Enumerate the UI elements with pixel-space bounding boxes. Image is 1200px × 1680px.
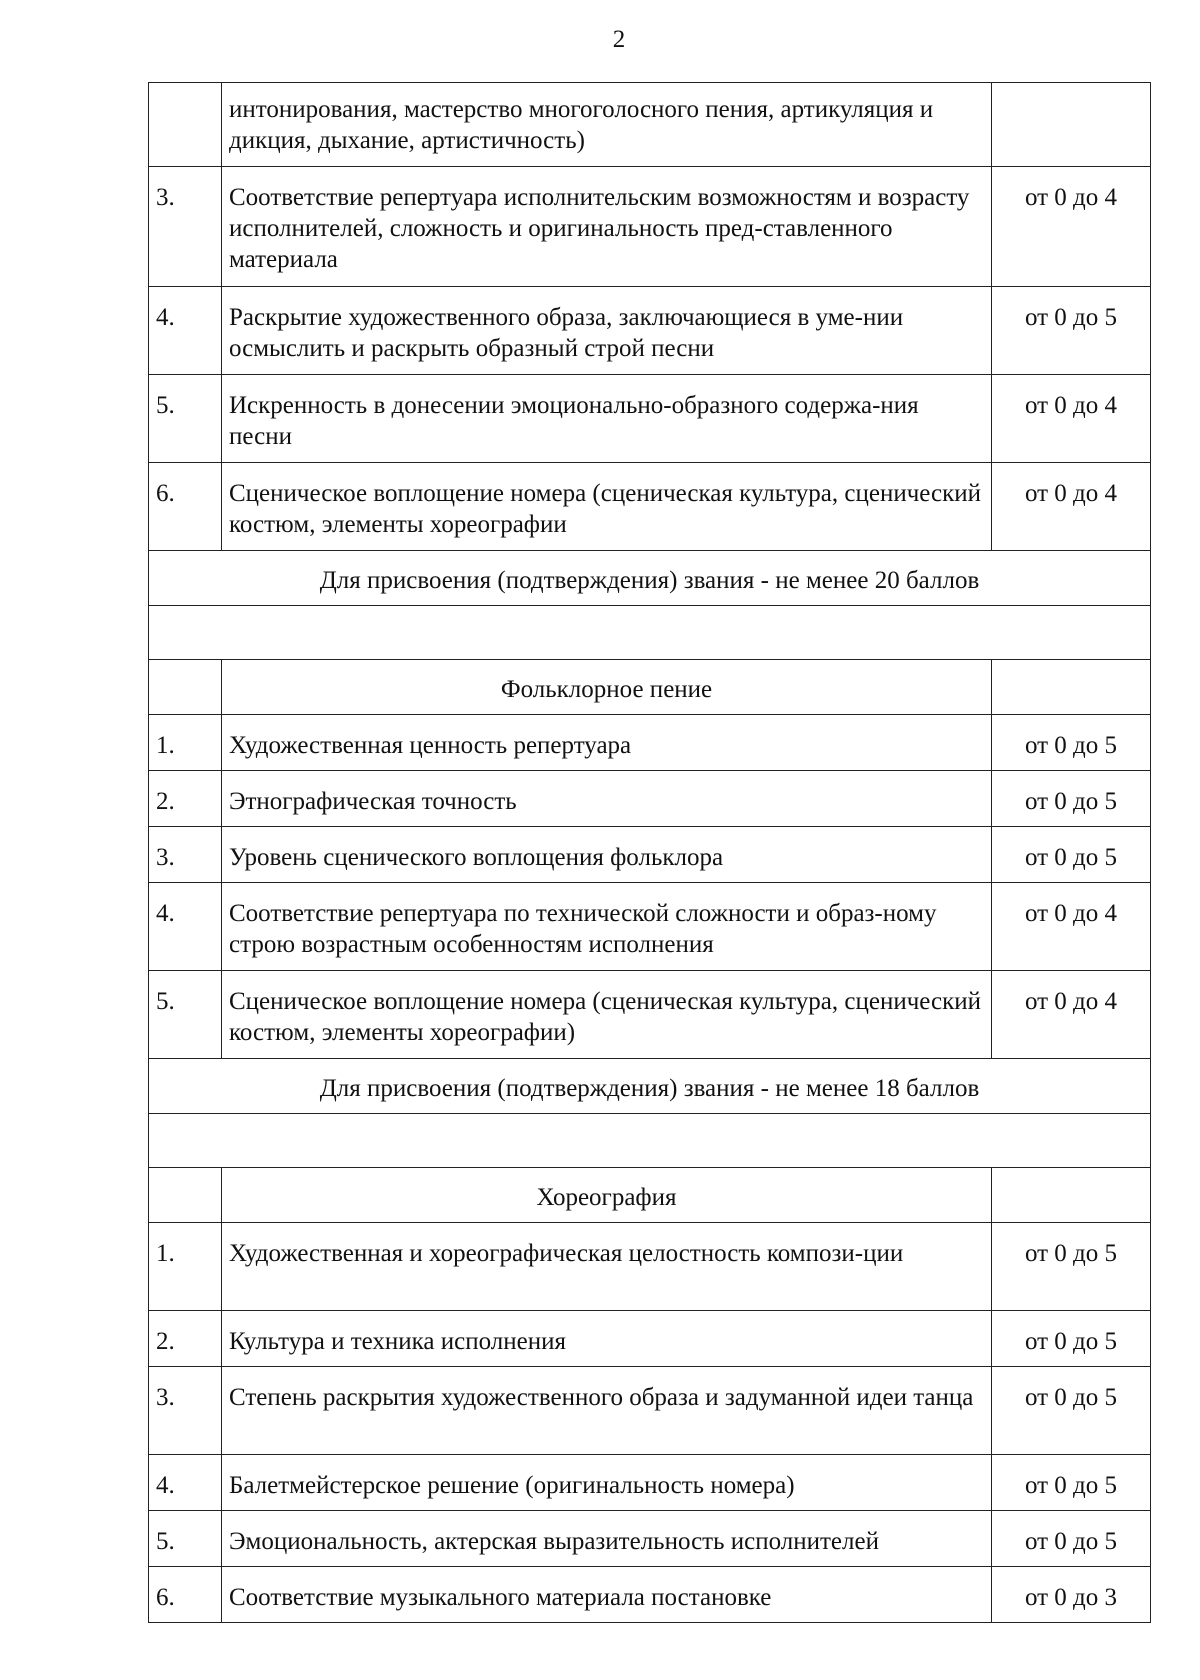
score-cell: [992, 83, 1151, 167]
row-number: 6.: [149, 1567, 222, 1623]
section-title: Хореография: [222, 1168, 992, 1223]
score-range: от 0 до 5: [992, 1511, 1151, 1567]
table-row: [149, 375, 1151, 463]
row-number: 3.: [149, 167, 222, 287]
row-number: 4.: [149, 287, 222, 375]
score-cell: [992, 660, 1151, 715]
criterion-text: Культура и техника исполнения: [222, 1311, 992, 1367]
score-range: от 0 до 4: [992, 167, 1151, 287]
row-number: 3.: [149, 1367, 222, 1455]
blank-row: [149, 1114, 1151, 1168]
summary-text: Для присвоения (подтверждения) звания - не менее 20 баллов: [149, 551, 1151, 606]
table-row: [149, 1567, 1151, 1623]
table-row: [149, 715, 1151, 771]
table-row: [149, 1311, 1151, 1367]
blank-cell: [149, 606, 1151, 660]
score-range: от 0 до 4: [992, 375, 1151, 463]
criterion-text: Эмоциональность, актерская выразительность исполнителей: [222, 1511, 992, 1567]
score-range: от 0 до 4: [992, 883, 1151, 971]
criterion-text: Соответствие репертуара по технической сложности и образ-ному строю возрастным особенностям исполнения: [222, 883, 992, 971]
row-number-cell: [149, 660, 222, 715]
score-range: от 0 до 3: [992, 1567, 1151, 1623]
score-cell: [992, 1168, 1151, 1223]
score-range: от 0 до 4: [992, 971, 1151, 1059]
criterion-text: Художественная ценность репертуара: [222, 715, 992, 771]
score-range: от 0 до 4: [992, 463, 1151, 551]
summary-text: Для присвоения (подтверждения) звания - не менее 18 баллов: [149, 1059, 1151, 1114]
score-range: от 0 до 5: [992, 827, 1151, 883]
table-row: [149, 883, 1151, 971]
row-number: 4.: [149, 883, 222, 971]
table-row: [149, 167, 1151, 287]
row-number: 1.: [149, 1223, 222, 1311]
page-number: 2: [612, 26, 626, 53]
section-title: Фольклорное пение: [222, 660, 992, 715]
row-number: 3.: [149, 827, 222, 883]
criterion-text: Раскрытие художественного образа, заключающиеся в уме-нии осмыслить и раскрыть образный строй песни: [222, 287, 992, 375]
row-number: 2.: [149, 1311, 222, 1367]
table-row: [149, 1455, 1151, 1511]
criterion-text: Этнографическая точность: [222, 771, 992, 827]
criterion-text: Художественная и хореографическая целостность компози-ции: [222, 1223, 992, 1311]
row-number: 1.: [149, 715, 222, 771]
score-range: от 0 до 5: [992, 1311, 1151, 1367]
table-row: [149, 463, 1151, 551]
score-range: от 0 до 5: [992, 287, 1151, 375]
table-row: [149, 287, 1151, 375]
blank-row: [149, 606, 1151, 660]
section-header-row: [149, 660, 1151, 715]
table-row: [149, 771, 1151, 827]
score-range: от 0 до 5: [992, 1455, 1151, 1511]
score-range: от 0 до 5: [992, 1367, 1151, 1455]
row-number: 5.: [149, 1511, 222, 1567]
summary-row: [149, 551, 1151, 606]
row-number-cell: [149, 1168, 222, 1223]
criterion-text: Соответствие музыкального материала постановке: [222, 1567, 992, 1623]
score-range: от 0 до 5: [992, 771, 1151, 827]
criterion-text: интонирования, мастерство многоголосного пения, артикуляция и дикция, дыхание, артистичность): [222, 83, 992, 167]
table-row: [149, 83, 1151, 167]
score-range: от 0 до 5: [992, 1223, 1151, 1311]
criterion-text: Степень раскрытия художественного образа и задуманной идеи танца: [222, 1367, 992, 1455]
row-number: 5.: [149, 375, 222, 463]
row-number: 5.: [149, 971, 222, 1059]
criteria-table: [148, 82, 1151, 1623]
table-row: [149, 1223, 1151, 1311]
criterion-text: Балетмейстерское решение (оригинальность номера): [222, 1455, 992, 1511]
row-number: 4.: [149, 1455, 222, 1511]
blank-cell: [149, 1114, 1151, 1168]
table-row: [149, 1367, 1151, 1455]
row-number-cell: [149, 83, 222, 167]
row-number: 6.: [149, 463, 222, 551]
criterion-text: Уровень сценического воплощения фольклора: [222, 827, 992, 883]
table-row: [149, 827, 1151, 883]
section-header-row: [149, 1168, 1151, 1223]
row-number: 2.: [149, 771, 222, 827]
criterion-text: Сценическое воплощение номера (сценическая культура, сценический костюм, элементы хореографии: [222, 463, 992, 551]
table-row: [149, 1511, 1151, 1567]
summary-row: [149, 1059, 1151, 1114]
score-range: от 0 до 5: [992, 715, 1151, 771]
criterion-text: Соответствие репертуара исполнительским возможностям и возрасту исполнителей, сложность и оригинальность пред-ставленного материала: [222, 167, 992, 287]
criterion-text: Искренность в донесении эмоционально-образного содержа-ния песни: [222, 375, 992, 463]
table-row: [149, 971, 1151, 1059]
criterion-text: Сценическое воплощение номера (сценическая культура, сценический костюм, элементы хореографии): [222, 971, 992, 1059]
